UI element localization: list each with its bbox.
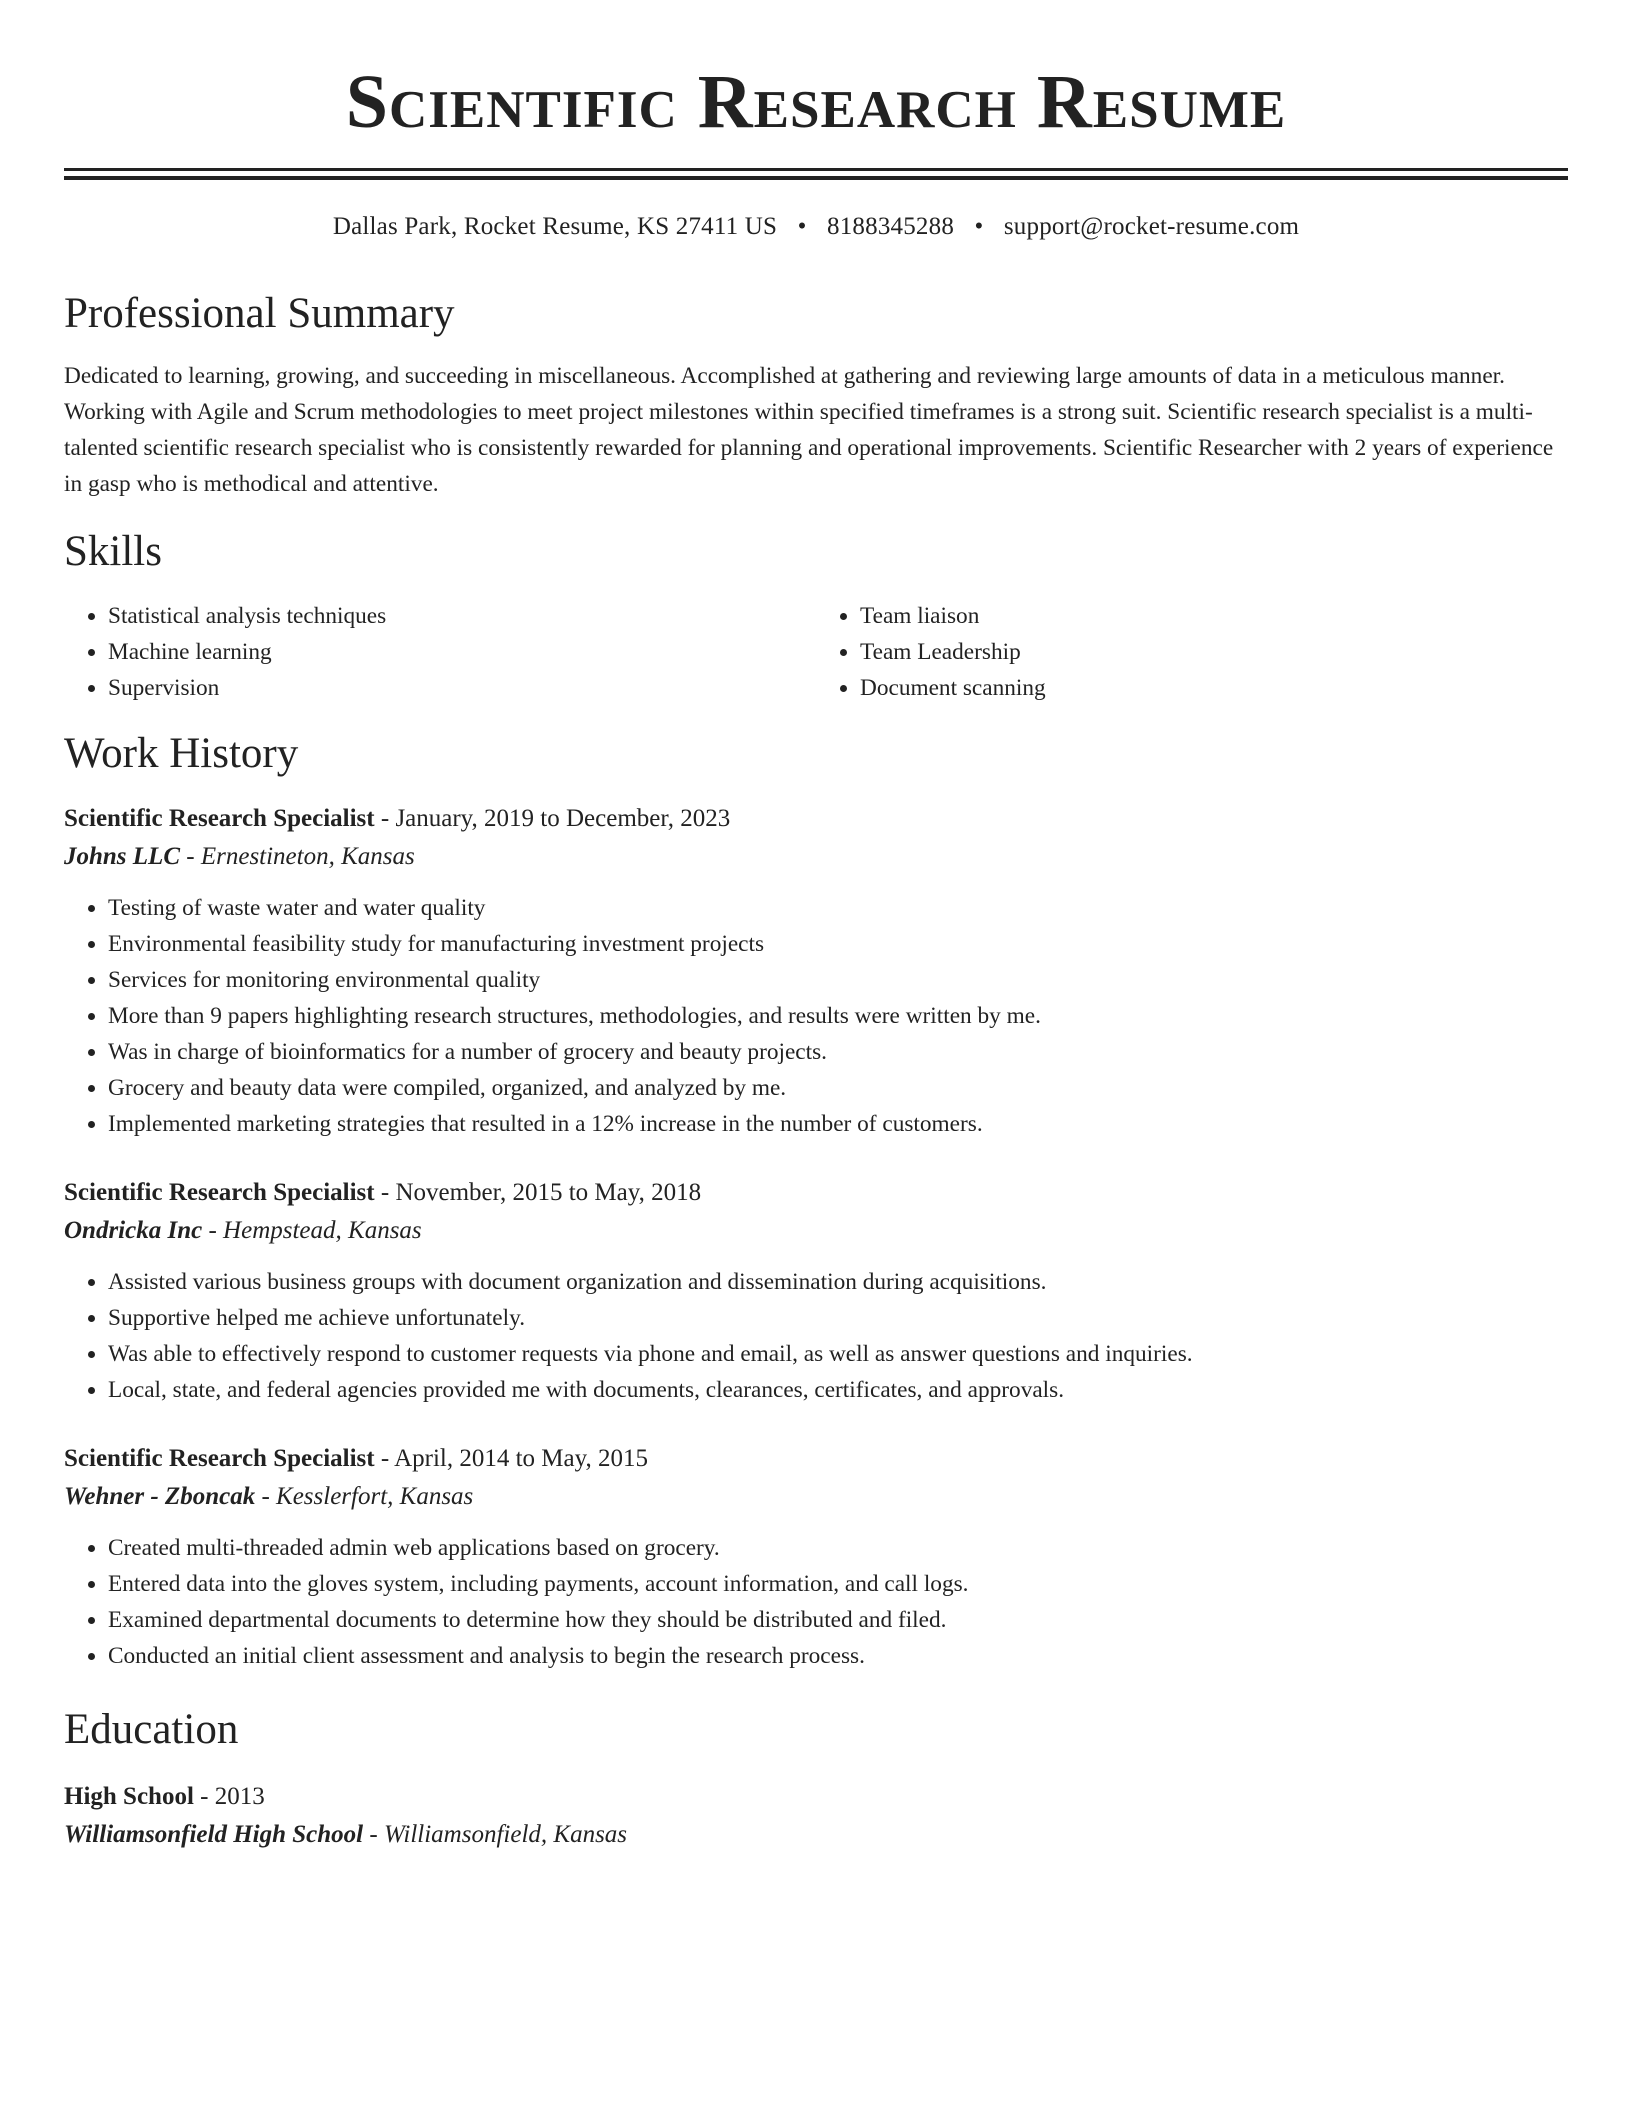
job-company: Johns LLC — [64, 843, 181, 870]
job-entry — [64, 1440, 1568, 1674]
job-bullet: • Examined departmental documents to determine how they should be distributed and filed. — [108, 1602, 1568, 1638]
job-role: Scientific Research Specialist — [64, 1445, 375, 1472]
job-bullet: • Services for monitoring environmental quality — [108, 962, 1568, 998]
skill-item: • Machine learning — [108, 634, 816, 670]
education-dash: - — [363, 1821, 384, 1848]
education-degree: High School — [64, 1783, 194, 1810]
job-company-line — [64, 838, 1568, 876]
job-bullets — [64, 1264, 1568, 1408]
job-bullets — [64, 1530, 1568, 1674]
resume-title: Scientific Research Resume — [345, 60, 1287, 144]
job-bullet: • Conducted an initial client assessment and analysis to begin the research process. — [108, 1638, 1568, 1674]
job-role: Scientific Research Specialist — [64, 805, 375, 832]
job-entry — [64, 1174, 1568, 1408]
contact-separator: • — [974, 213, 984, 240]
job-bullet: • Supportive helped me achieve unfortunately. — [108, 1300, 1568, 1336]
job-bullet: • Implemented marketing strategies that resulted in a 12% increase in the number of customers. — [108, 1106, 1568, 1142]
job-header — [64, 800, 1568, 838]
job-bullet: • Testing of waste water and water quality — [108, 890, 1568, 926]
skill-item: • Statistical analysis techniques — [108, 598, 816, 634]
job-company-line — [64, 1478, 1568, 1516]
job-dash: - — [180, 843, 201, 870]
contact-separator: • — [797, 213, 807, 240]
job-company: Ondricka Inc — [64, 1217, 203, 1244]
job-dash: - — [202, 1217, 224, 1244]
summary-section — [64, 288, 1568, 502]
title-rule-bottom — [64, 176, 1568, 180]
job-header — [64, 1174, 1568, 1212]
job-bullet: • More than 9 papers highlighting research structures, methodologies, and results were written by me. — [108, 998, 1568, 1034]
job-bullet: • Environmental feasibility study for manufacturing investment projects — [108, 926, 1568, 962]
job-bullet: • Local, state, and federal agencies provided me with documents, clearances, certificates, and approvals. — [108, 1372, 1568, 1408]
job-bullets — [64, 890, 1568, 1142]
job-entry — [64, 800, 1568, 1142]
education-dash: - — [193, 1783, 215, 1810]
education-school: Williamsonfield High School — [64, 1821, 364, 1848]
job-bullet: • Entered data into the gloves system, including payments, account information, and call logs. — [108, 1566, 1568, 1602]
education-section — [64, 1704, 1568, 1854]
education-year: 2013 — [214, 1783, 265, 1810]
summary-text: Dedicated to learning, growing, and succeeding in miscellaneous. Accomplished at gathering and reviewing large amounts of data in a meticulous manner. Working with Agile and Scrum methodologies to meet project milestones within specified timeframes is a strong suit. Scientific research specialist is a multi-talented scientific research specialist who is consistently rewarded for planning and operational improvements. Scientific Researcher with 2 years of experience in gasp who is methodical and attentive. — [64, 363, 1554, 497]
title-rule-top — [64, 168, 1568, 171]
job-location: Kesslerfort, Kansas — [276, 1483, 474, 1510]
job-dash: - — [374, 1445, 395, 1472]
skill-item: • Team liaison — [860, 598, 1568, 634]
contact-line — [64, 210, 1568, 244]
job-bullet: • Was able to effectively respond to customer requests via phone and email, as well as answer questions and inquiries. — [108, 1336, 1568, 1372]
skill-item: • Supervision — [108, 670, 816, 706]
skills-grid — [64, 598, 1568, 706]
education-school-line — [64, 1816, 1568, 1854]
job-dates: November, 2015 to May, 2018 — [395, 1179, 702, 1206]
contact-address: Dallas Park, Rocket Resume, KS 27411 US — [332, 213, 778, 240]
job-dash: - — [255, 1483, 277, 1510]
job-bullet: • Created multi-threaded admin web applications based on grocery. — [108, 1530, 1568, 1566]
skill-item: • Team Leadership — [860, 634, 1568, 670]
job-company: Wehner - Zboncak — [64, 1483, 256, 1510]
education-heading: Education — [64, 1706, 239, 1753]
job-company-line — [64, 1212, 1568, 1250]
education-location: Williamsonfield, Kansas — [383, 1821, 628, 1848]
job-header — [64, 1440, 1568, 1478]
job-bullet: • Grocery and beauty data were compiled, organized, and analyzed by me. — [108, 1070, 1568, 1106]
contact-email: support@rocket-resume.com — [1003, 213, 1300, 240]
job-bullet: • Assisted various business groups with document organization and dissemination during acquisitions. — [108, 1264, 1568, 1300]
job-location: Ernestineton, Kansas — [200, 843, 415, 870]
skills-column-right — [816, 598, 1568, 706]
skills-heading: Skills — [64, 528, 162, 575]
job-role: Scientific Research Specialist — [64, 1179, 375, 1206]
skill-item: • Document scanning — [860, 670, 1568, 706]
skills-section — [64, 526, 1568, 706]
work-history-section — [64, 728, 1568, 1674]
job-location: Hempstead, Kansas — [223, 1217, 422, 1244]
education-header — [64, 1778, 1568, 1816]
job-dates: April, 2014 to May, 2015 — [394, 1445, 648, 1472]
job-bullet: • Was in charge of bioinformatics for a number of grocery and beauty projects. — [108, 1034, 1568, 1070]
job-dash: - — [374, 805, 396, 832]
work-history-heading: Work History — [64, 730, 299, 777]
contact-phone: 8188345288 — [827, 213, 955, 240]
job-dash: - — [374, 1179, 396, 1206]
job-dates: January, 2019 to December, 2023 — [395, 805, 731, 832]
skills-column-left — [64, 598, 816, 706]
education-entry — [64, 1778, 1568, 1854]
summary-heading: Professional Summary — [64, 290, 455, 337]
